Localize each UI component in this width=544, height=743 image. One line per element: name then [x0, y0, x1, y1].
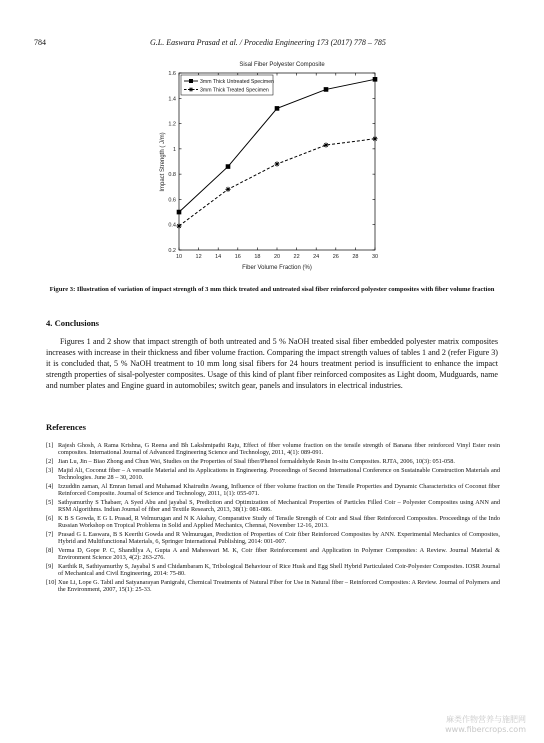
x-tick-label: 24	[313, 254, 320, 260]
data-point-untreated	[324, 87, 329, 92]
reference-number: [7]	[46, 530, 54, 538]
reference-number: [10]	[46, 578, 57, 586]
reference-number: [2]	[46, 457, 54, 465]
reference-item	[46, 579, 500, 594]
legend-label: 3mm Thick Treated Specimen	[200, 87, 269, 94]
reference-number: [3]	[46, 466, 54, 474]
y-tick-label: 0.6	[168, 197, 176, 204]
references-heading: References	[46, 422, 86, 432]
data-point-treated	[274, 161, 279, 166]
data-point-untreated	[275, 106, 280, 111]
reference-number: [9]	[46, 562, 54, 570]
x-tick-label: 18	[254, 254, 261, 260]
reference-item	[46, 563, 500, 578]
reference-item	[46, 531, 500, 546]
data-point-untreated	[373, 77, 378, 82]
reference-item	[46, 547, 500, 562]
reference-text: Majid Ali, Coconut fiber – A versatile Material and its Applications in Engineering. Proceedings of Second International Conference on Sustainable Construction Materials and Technologies. June 28 – 30, 2010.	[58, 466, 500, 481]
y-tick-label: 0.4	[168, 222, 176, 229]
impact-strength-chart	[155, 58, 385, 280]
page-number: 784	[34, 38, 46, 47]
y-tick-label: 1	[172, 146, 176, 153]
data-point-treated	[323, 142, 328, 147]
reference-text: K B S Gowda, E G L Prasad, R Velmurugan and N K Akshay, Comparative Study of Tensile Strength of Coir and Sisal fiber Reinforced Composites. Proceedings of the Indo Russian Workshop on Tropical Problems in Solid and Applied Mechanics, Chennai, November 12-16, 2013.	[58, 514, 500, 529]
y-tick-label: 0.8	[168, 172, 176, 179]
x-tick-label: 22	[293, 254, 300, 260]
running-header: G.L. Easwara Prasad et al. / Procedia Engineering 173 (2017) 778 – 785	[150, 38, 386, 47]
x-tick-label: 16	[234, 254, 241, 260]
legend-marker-star	[189, 87, 194, 92]
watermark-line-2: www.fibercrops.com	[445, 725, 526, 734]
x-tick-label: 30	[371, 254, 379, 260]
reference-item	[46, 467, 500, 482]
reference-text: Jian Lu, Jin – Biao Zhong and Chun Wei, Studies on the Properties of Sisal fiber/Phenol formaldehyde Resin In-situ Composites. RJTA, 2006, 10(3): 051-058.	[58, 457, 455, 465]
reference-text: Rajesh Ghosh, A Rama Krishna, G Reena and Bh Lakshmipathi Raju, Effect of fiber volume fraction on the tensile strength of Banana fiber reinforced Vinyl Ester resin composites. International Journal of Advanced Engineering Science and Technology, 2011, 4(1): 089-091.	[58, 442, 500, 457]
reference-text: Xue Li, Lope G. Tabil and Satyanarayan Panigrahi, Chemical Treatments of Natural Fiber for Use in Natural fiber – Reinforced Composites: A Review. Journal of Polymers and the Environment, 2007, 15(1): 25-33.	[58, 578, 500, 593]
reference-text: Karthik R, Sathiyamurthy S, Jayabal S and Chidambaram K, Tribological Behaviour of Rice Husk and Egg Shell Hybrid Particulated Coir-Polyester Composites. IOSR Journal of Mechanical and Civil Engineering, 2014: 75-80.	[58, 562, 500, 577]
y-tick-label: 1.4	[168, 96, 176, 103]
figure-caption: Figure 3: Illustration of variation of impact strength of 3 mm thick treated and untreated sisal fiber reinforced polyester composites with fiber volume fraction	[49, 286, 495, 293]
reference-list	[46, 442, 500, 595]
y-tick-label: 0.2	[168, 248, 176, 254]
x-tick-label: 26	[332, 254, 339, 260]
data-point-untreated	[177, 210, 182, 215]
watermark-line-1: 麻类作物营养与施肥网	[446, 715, 526, 724]
y-tick-label: 1.2	[168, 121, 176, 128]
reference-number: [8]	[46, 546, 54, 554]
x-tick-label: 28	[352, 254, 359, 260]
data-point-treated	[372, 136, 377, 141]
conclusions-paragraph: Figures 1 and 2 show that impact strength of both untreated and 5 % NaOH treated sisal fiber embedded polyester matrix composites increases with increase in their thickness and fiber volume fraction. Comparing the impact strength values of tables 1 and 2 (refer Figure 3) it is concluded that, 5 % NaOH treatment to 10 mm long sisal fibers for 24 hours treatment period is insufficient to enhance the impact strength properties of sisal-polyester composites. Usage of this kind of plant fiber reinforced composites as Light doom, Mudguards, name and number plates and Engine guard in automobiles; switch gear, panels and insulators in electrical industries.	[46, 337, 498, 391]
y-axis-label: Impact Strength ( J/m)	[160, 132, 166, 192]
reference-item	[46, 458, 500, 465]
series-line-2	[179, 139, 375, 226]
reference-number: [5]	[46, 498, 54, 506]
reference-number: [4]	[46, 482, 54, 490]
reference-item	[46, 515, 500, 530]
reference-number: [1]	[46, 442, 54, 449]
reference-number: [6]	[46, 514, 54, 522]
y-tick-label: 1.6	[168, 71, 176, 77]
conclusions-heading: 4. Conclusions	[46, 318, 100, 328]
x-tick-label: 20	[273, 254, 281, 260]
reference-item	[46, 499, 500, 514]
data-point-untreated	[226, 164, 231, 169]
x-axis-label: Fiber Volume Fraction (%)	[242, 265, 312, 271]
reference-text: Izzuddin zaman, Al Emran Ismail and Muhamad Khairudin Awang, Influence of fiber volume fraction on the Tensile Properties and Dynamic Characteristics of Coconut fiber Reinforced Composite. Journal of Science and Technology, 2011, 1(1): 055-071.	[58, 482, 500, 497]
series-line-1	[179, 79, 375, 212]
reference-text: Sathyamurthy S Thabaer, A Syed Abu and jayabal S, Prediction and Optimization of Mechanical Properties of Particles Filled Coir – Polyester Composites using ANN and RSM Algorithms. Indian Journal of fiber and Textile Research, 2013, 38(1): 081-086.	[58, 498, 500, 513]
chart-title: Sisal Fiber Polyester Composite	[239, 62, 325, 68]
watermark	[445, 715, 526, 735]
legend-marker-square	[189, 79, 193, 83]
reference-item	[46, 442, 500, 457]
x-tick-label: 12	[195, 254, 202, 260]
x-tick-label: 14	[215, 254, 222, 260]
reference-text: Verma D, Gope P. C, Shandilya A, Gupta A and Maheswari M. K, Coir fiber Reinforcement and Application in Polymer Composites: A Review. Journal Material & Environment Science 2013, 4(2): 263-276.	[58, 546, 500, 561]
data-point-treated	[225, 187, 230, 192]
reference-text: Prasad G L Easwara, B S Keerthi Gowda and R Velmurugan, Prediction of Properties of Coir fiber Reinforced Composites by ANN. Experimental Mechanics of Composites, Hybrid and Multifunctional Materials, 6, Springer International Publishing, 2014: 001-007.	[58, 530, 500, 545]
x-tick-label: 10	[175, 254, 183, 260]
reference-item	[46, 483, 500, 498]
chart-legend	[181, 75, 274, 95]
legend-label: 3mm Thick Untreated Specimen	[200, 79, 275, 85]
